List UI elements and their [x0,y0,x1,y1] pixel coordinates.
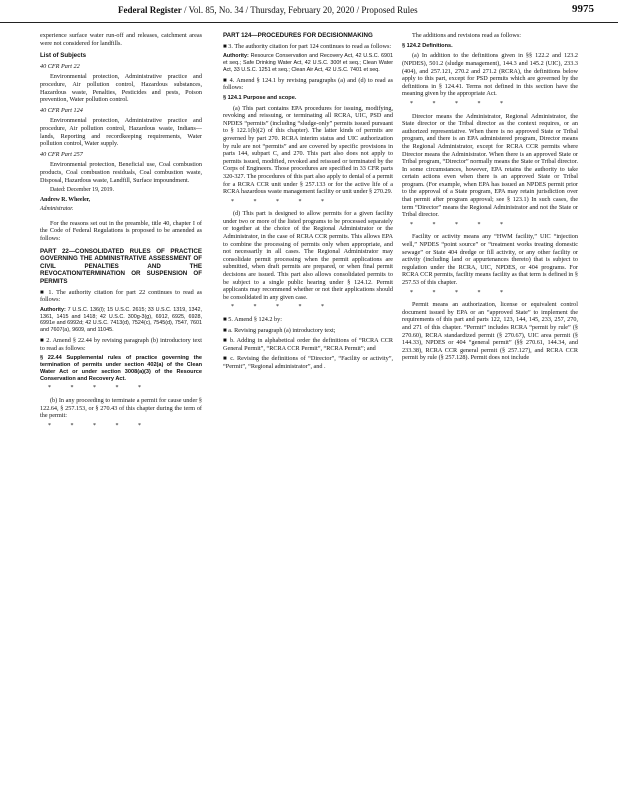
amendatory-instruction: ■ 5. Amend § 124.2 by: [223,316,282,323]
authority-label: Authority: [40,306,66,313]
signer-title: Administrator. [40,206,74,213]
dated-line: Dated: December 19, 2019. [50,187,114,194]
amendatory-instruction: ■ a. Revising paragraph (a) introductory text; [223,326,336,334]
part-124-heading: PART 124—PROCEDURES FOR DECISIONMAKING [223,32,373,39]
subject-text: Environmental protection, Administrative practice and procedure, Air pollution control, Hazardous waste, Indians—lands, Reporting and recordkeeping requirements, Water pollution control, Water supply. [40,117,202,148]
amendatory-instruction: ■ 4. Amend § 124.1 by revising paragraphs (a) and (d) to read as follows: [223,76,393,92]
authority-text: Resource Conservation and Recovery Act, 42 U.S.C. 6901 et seq.; Safe Drinking Water Act, 42 U.S.C. 300f et seq.; Clean Water Act, 33 U.S.C. 1251 et seq.; Clean Air Act, 42 U.S.C. 7401 et seq. [223,53,394,73]
ellipsis-stars: * * * * * [410,289,512,296]
subject-text: Environmental protection, Administrative practice and procedure, Air pollution control, Hazardous substances, Hazardous waste, Penalties, Pesticides and pests, Poison prevention, Water pollution control. [40,73,202,104]
section-heading: § 124.2 Definitions. [402,42,453,49]
definition-permit: Permit means an authorization, license or equivalent control document issued by EPA or an “approved State” to implement the requirements of this part and parts 122, 123, 144, 145, 233, 257, 270, and 271 of this chapter. “Permit” includes RCRA “permit by rule” (§ 270.60), RCRA standardized permit (§ 270.67), UIC area permit (§ 144.33), NPDES or 404 “general permit” (§§ 270.61, 144.34, and 233.38), RCRA CCR general permit (§ 257.127), and RCRA CCR permit by rule (§ 257.128). Permit does not include [402,301,578,362]
section-heading: § 22.44 Supplemental rules of practice governing the termination of permits under section 402(a) of the Clean Water Act or under section 3008(a)(3) of the Resource Conservation and Recovery Act. [40,355,202,382]
subject-text: Environmental protection, Beneficial use, Coal combustion products, Coal combustion residuals, Coal combustion waste, Disposal, Hazardous waste, Landfill, Surface impoundment. [40,161,202,184]
definition-facility: Facility or activity means any “HWM facility,” UIC “injection well,” NPDES “point source” or “treatment works treating domestic sewage” or State 404 dredge or fill activity, or any other facility or activity (including land or appurtenances thereto) that is subject to regulation under the RCRA, UIC, NPDES, or 404 programs. For RCRA CCR permits, facility means facility as that term is defined in § 257.53 of this chapter. [402,233,578,287]
paragraph: For the reasons set out in the preamble, title 40, chapter I of the Code of Federal Regulations is proposed to be amended as follows: [40,219,202,243]
column-1 [40,32,202,434]
page-number: 9975 [572,3,594,15]
ellipsis-stars: * * * * * [48,385,150,392]
volume-info: / Vol. 85, No. 34 / Thursday, February 20, 2020 / Proposed Rules [183,5,418,15]
paragraph: (a) This part contains EPA procedures for issuing, modifying, revoking and reissuing, or terminating all RCRA, UIC, PSD and NPDES “permits” (including “sludge-only” permits issued pursuant to § 122.1(b)(2) of this chapter). The latter kinds of permits are governed by part 270. RCRA interim status and UIC authorization by rule are not “permits” and are covered by specific provisions in parts 144, subpart C, and 270. This part also does not apply to permits issued, modified, revoked and reissued or terminated by the Corps of Engineers. Those procedures are specified in 33 CFR parts 320-327. The procedures of this part also apply to denial of a permit for a RCRA CCR unit under § 257.133 or for the active life of a RCRA hazardous waste management facility or unit under § 270.29. [223,104,393,196]
journal-title: Federal Register [118,5,182,15]
amendatory-instruction: ■ c. Revising the definitions of “Director”, “Facility or activity”, “Permit”, “Regional administrator”, and . [223,355,393,370]
amendatory-instruction: ■ 1. The authority citation for part 22 continues to read as follows: [40,288,202,304]
authority-label: Authority: [223,53,249,60]
amendatory-instruction: ■ b. Adding in alphabetical order the definitions of “RCRA CCR General Permit”, “RCRA CCR Permit”, “RCRA Permit”; and [223,337,393,352]
column-3 [402,32,578,365]
amendatory-instruction: ■ 3. The authority citation for part 124 continues to read as follows: [223,42,392,50]
page-header [0,0,618,23]
paragraph: (a) In addition to the definitions given in §§ 122.2 and 123.2 (NPDES), 501.2 (sludge management), 144.3 and 145.2 (UIC), 233.3 (404), and 257.121, 270.2 and 271.2 (RCRA), the definitions below apply to this part, except for PSD permits which are governed by the definitions in § 124.41. Terms not defined in this section have the meaning given by the appropriate Act. [402,52,578,98]
signer-name: Andrew R. Wheeler, [40,196,91,203]
amendatory-instruction: ■ 2. Amend § 22.44 by revising paragraph (b) introductory text to read as follows: [40,337,202,352]
paragraph: (b) In any proceeding to terminate a permit for cause under § 122.64, § 257.153, or § 270.43 of this chapter during the term of the permit: [40,396,202,420]
authority-citation [223,53,393,73]
definition-director: Director means the Administrator, Regional Administrator, the State director or the Tribal director as the context requires, or an authorized representative. When there is no approved State or Tribal program, and there is an EPA administered program, Director means the Regional Administrator, except for RCRA CCR permits where Director means the Administrator. When there is an approved State or Tribal program, “Director” normally means the State or Tribal director. In some circumstances, however, EPA retains the authority to take certain actions even when there is an approved State or Tribal program. (For example, when EPA has issued an NPDES permit prior to the approval of a State program, EPA may retain jurisdiction over that permit after program approval; see § 123.1) In such cases, the term “Director” means the Regional Administrator and not the State or Tribal director. [402,112,578,219]
paragraph: (d) This part is designed to allow permits for a given facility under two or more of the listed programs to be processed separately or together at the choice of the Regional Administrator or the Administrator, in the case of RCRA CCR permits. This allows EPA to combine the processing of permits only when appropriate, and not necessarily in all cases. The Regional Administrator may consolidate permit processing when the permit applications are submitted, when draft permits are prepared, or when final permit decisions are issued. This part also allows consolidated permits to be subject to a single public hearing under § 124.12. Permit applicants may recommend whether or not their applications should be consolidated in any given case. [223,210,393,301]
ellipsis-stars: * * * * * [410,100,512,107]
paragraph: The additions and revisions read as follows: [412,32,521,39]
ellipsis-stars: * * * * * [231,198,333,205]
part-22-heading: PART 22—CONSOLIDATED RULES OF PRACTICE GOVERNING THE ADMINISTRATIVE ASSESSMENT OF CIVIL PENALTIES AND THE REVOCATION/TERMINATION OR SUSPENSION OF PERMITS [40,247,202,286]
subject-title: 40 CFR Part 22 [40,62,80,70]
ellipsis-stars: * * * * * [48,422,150,429]
authority-citation [40,307,202,334]
authority-text: 7 U.S.C. 136(l); 15 U.S.C. 2615; 33 U.S.C. 1319, 1342, 1361, 1415 and 1418; 42 U.S.C. 300g-3(g), 6912, 6925, 6928, 6991e and 6992d; 42 U.S.C. 7413(d), 7524(c), 7545(d), 7547, 7601 and 7607(a), 9609, and 11045. [40,306,203,334]
paragraph: experience surface water run-off and releases, catchment areas were not considered for landfills. [40,32,202,47]
list-of-subjects-heading: List of Subjects [40,52,87,60]
ellipsis-stars: * * * * * [410,221,512,228]
section-heading: § 124.1 Purpose and scope. [223,94,297,101]
column-2 [223,32,393,374]
ellipsis-stars: * * * * * [231,304,333,311]
subject-title: 40 CFR Part 124 [40,106,83,114]
subject-title: 40 CFR Part 257 [40,150,83,158]
running-head [118,5,418,15]
